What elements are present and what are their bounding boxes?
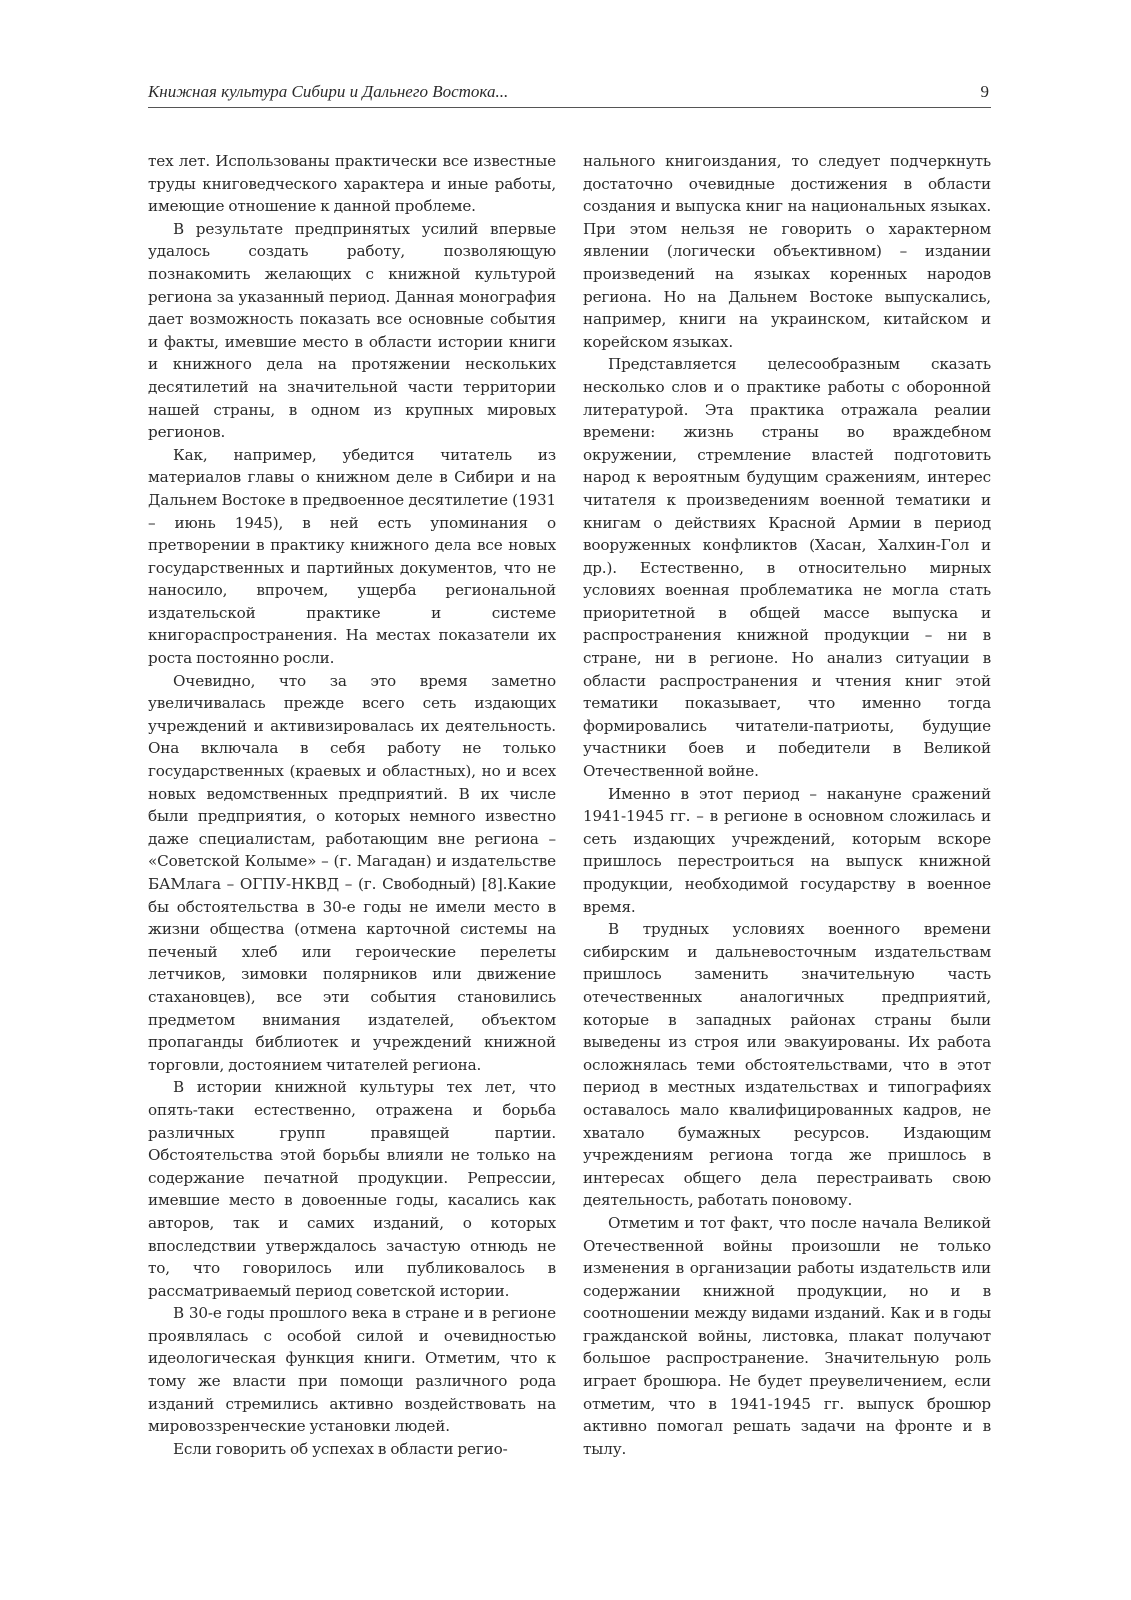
paragraph: В 30-е годы прошлого века в стране и в регионе проявлялась с особой силой и очевидностью идеологическая функция книги. Отметим, что к тому же власти при помощи различного рода изданий стремились активно воздействовать на мировоззренческие установки людей. [148, 1304, 556, 1436]
paragraph: Именно в этот период – накануне сражений 1941-1945 гг. – в регионе в основном сложилась и сеть издающих учреждений, которым вскоре пришлось перестроиться на выпуск книжной продукции, необходимой государству в военное время. [583, 784, 991, 916]
page-number: 9 [980, 82, 989, 101]
paragraph: Представляется целесообразным сказать несколько слов и о практике работы с оборонной литературой. Эта практика отражала реалии времени: жизнь страны во враждебном окружении, стремление властей подготовить народ к вероятным будущим сражениям, интерес читателя к произведениям военной тематики и книгам о действиях Красной Армии в период вооруженных конфликтов (Хасан, Халхин-Гол и др.). Естественно, в относительно мирных условиях военная проблематика не могла стать приоритетной в общей массе выпуска и распространения книжной продукции – ни в стране, ни в регионе. Но анализ ситуации в области распространения и чтения книг этой тематики показывает, что именно тогда формировались читатели-патриоты, будущие участники боев и победители в Великой Отечественной войне. [583, 355, 991, 781]
right-column [583, 150, 991, 1460]
paragraph: тех лет. Использованы практически все известные труды книговедческого характера и иные работы, имеющие отношение к данной проблеме. [148, 152, 556, 216]
paragraph: В трудных условиях военного времени сибирским и дальневосточным издательствам пришлось заменить значительную часть отечественных аналогичных предприятий, которые в западных районах страны были выведены из строя или эвакуированы. Их работа осложнялась теми обстоятельствами, что в этот период в местных издательствах и типографиях оставалось мало квалифицированных кадров, не хватало бумажных ресурсов. Издающим учреждениям региона тогда же пришлось в интересах общего дела перестраивать свою деятельность, работать поновому. [583, 920, 991, 1210]
paragraph: Как, например, убедится читатель из материалов главы о книжном деле в Сибири и на Дальнем Востоке в предвоенное десятилетие (1931 – июнь 1945), в ней есть упоминания о претворении в практику книжного дела все новых государственных и партийных документов, что не наносило, впрочем, ущерба региональной издательской практике и системе книгораспространения. На местах показатели их роста постоянно росли. [148, 445, 556, 668]
header-rule [148, 107, 991, 108]
running-head [148, 78, 991, 106]
left-column [148, 150, 556, 1460]
paragraph: Очевидно, что за это время заметно увеличивалась прежде всего сеть издающих учреждений и активизировалась их деятельность. Она включала в себя работу не только государственных (краевых и областных), но и всех новых ведомственных предприятий. В их числе были предприятия, о которых немного известно даже специалистам, работающим вне региона – «Советской Колыме» – (г. Магадан) и издательстве БАМлага – ОГПУ-НКВД – (г. Свободный) [8].Какие бы обстоятельства в 30-е годы не имели место в жизни общества (отмена карточной системы на печеный хлеб или героические перелеты летчиков, зимовки полярников или движение стахановцев), все эти события становились предметом внимания издателей, объектом пропаганды библиотек и учреждений книжной торговли, достоянием читателей региона. [148, 671, 556, 1074]
paragraph: Отметим и тот факт, что после начала Великой Отечественной войны произошли не только изменения в организации работы издательств или содержании книжной продукции, но и в соотношении между видами изданий. Как и в годы гражданской войны, листовка, плакат получают большое распространение. Значительную роль играет брошюра. Не будет преувеличением, если отметим, что в 1941-1945 гг. выпуск брошюр активно помогал решать задачи на фронте и в тылу. [583, 1213, 991, 1458]
paragraph: Если говорить об успехах в области регио- [173, 1439, 508, 1458]
paragraph: В результате предпринятых усилий впервые удалось создать работу, позволяющую познакомить желающих с книжной культурой региона за указанный период. Данная монография дает возможность показать все основные события и факты, имевшие место в области истории книги и книжного дела на протяжении нескольких десятилетий на значительной части территории нашей страны, в одном из крупных мировых регионов. [148, 219, 556, 442]
paragraph: В истории книжной культуры тех лет, что опять-таки естественно, отражена и борьба различных групп правящей партии. Обстоятельства этой борьбы влияли не только на содержание печатной продукции. Репрессии, имевшие место в довоенные годы, касались как авторов, так и самих изданий, о которых впоследствии утверждалось зачастую отнюдь не то, что говорилось или публиковалось в рассматриваемый период советской истории. [148, 1078, 556, 1300]
running-title: Книжная культура Сибири и Дальнего Востока... [148, 82, 509, 101]
paragraph: нального книгоиздания, то следует подчеркнуть достаточно очевидные достижения в области создания и выпуска книг на национальных языках. При этом нельзя не говорить о характерном явлении (логически объективном) – издании произведений на языках коренных народов региона. Но на Дальнем Востоке выпускались, например, книги на украинском, китайском и корейском языках. [583, 152, 991, 351]
